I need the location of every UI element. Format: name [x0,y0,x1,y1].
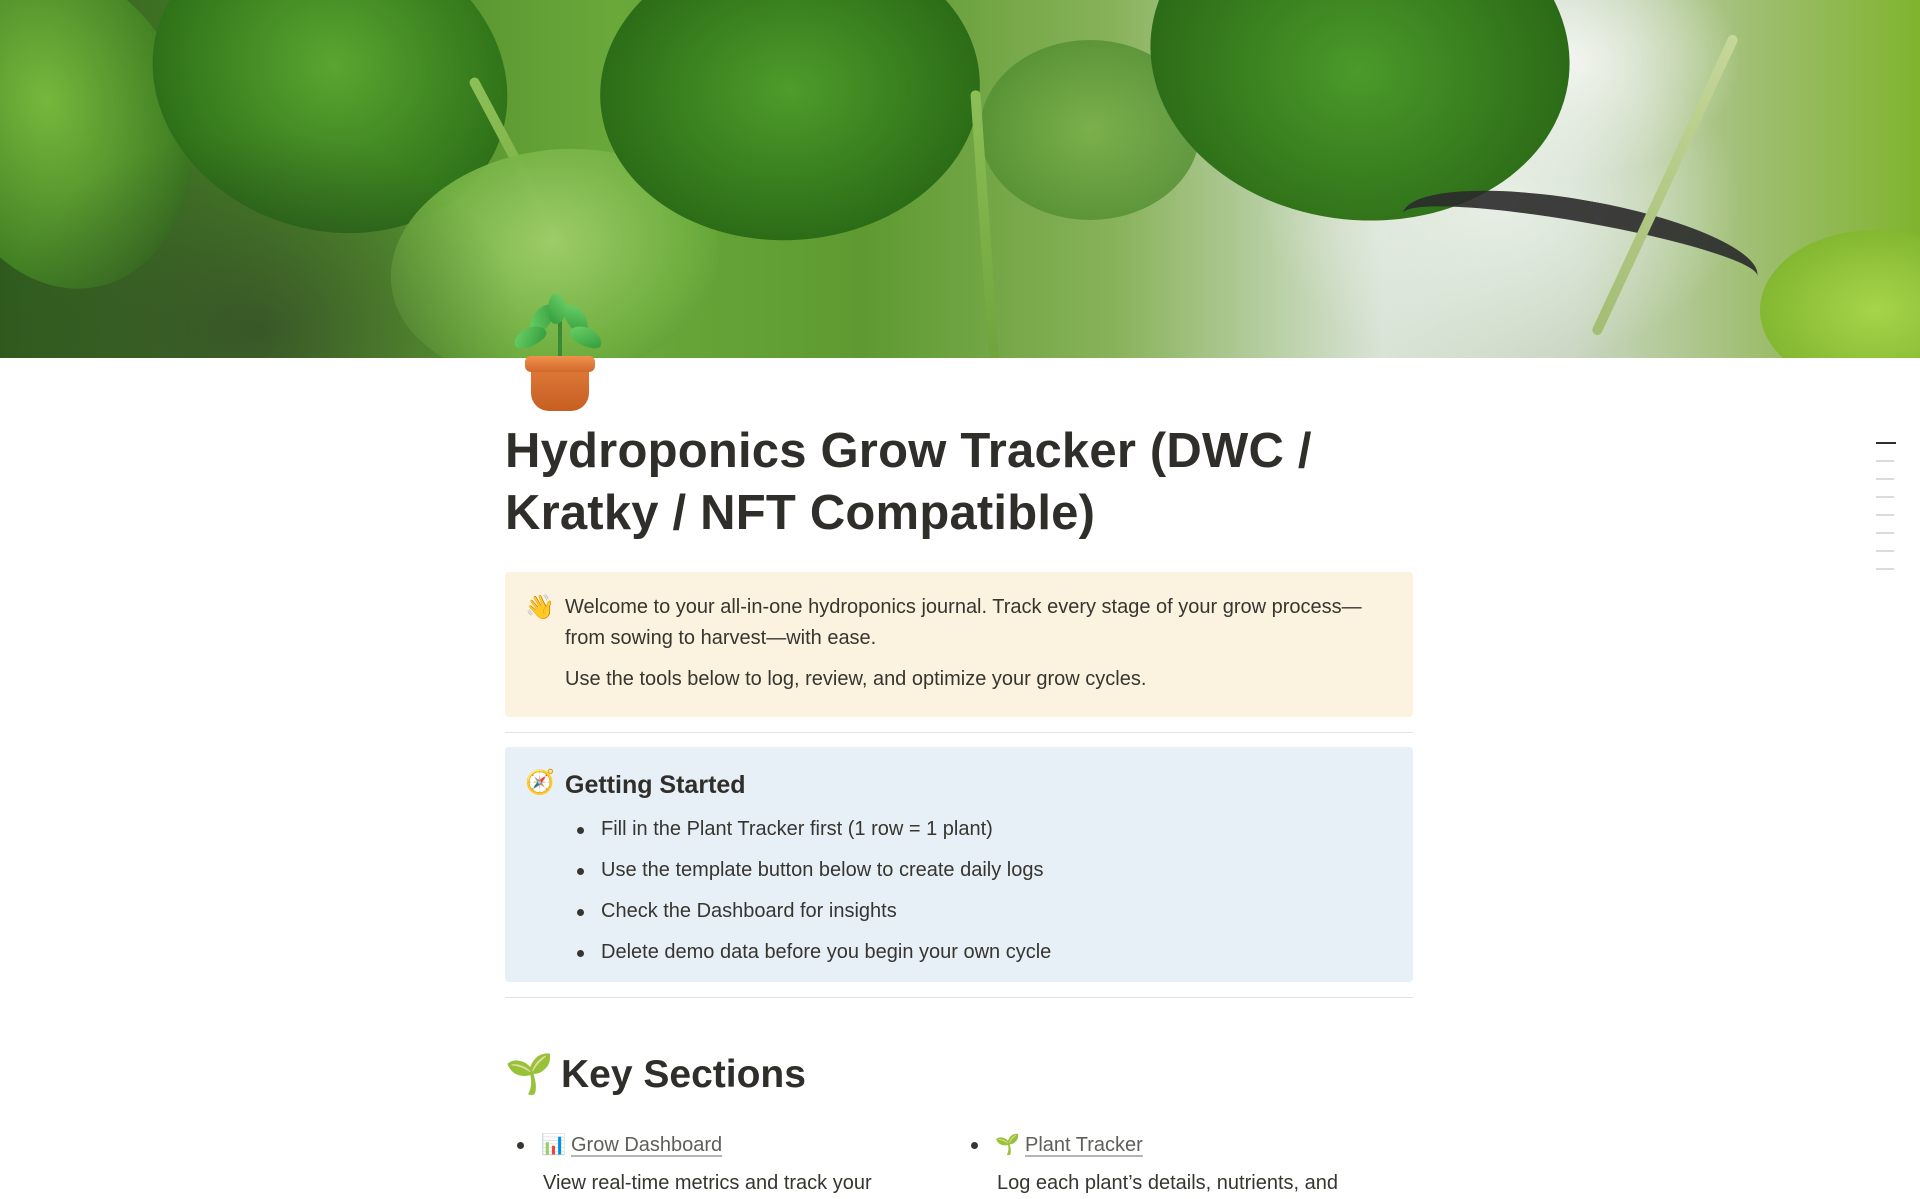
bullet [971,1142,978,1149]
toc-entry[interactable] [1876,442,1896,444]
seedling-icon: 🌱 [505,1053,554,1096]
sprout-leaf [548,294,566,324]
list-item [505,1130,959,1160]
pot-rim [525,356,595,372]
sprout-stem [558,320,562,360]
getting-started-list [565,809,1393,973]
seedling-icon: 🌱 [995,1134,1020,1156]
toc-entry[interactable] [1876,532,1894,534]
toc-entry[interactable] [1876,550,1894,552]
list-item: Delete demo data before you begin your own cycle [565,932,1393,973]
list-item: Check the Dashboard for insights [565,891,1393,932]
waving-hand-icon: 👋 [525,594,555,621]
key-section-description: View real-time metrics and track your [543,1172,872,1194]
page-content [505,420,1413,1198]
key-section-column [505,1130,959,1198]
key-sections-title: Key Sections [561,1053,806,1096]
divider [505,997,1413,998]
potted-plant-icon[interactable] [505,298,615,416]
getting-started-title: Getting Started [565,771,746,799]
list-item [959,1130,1413,1160]
welcome-line: Use the tools below to log, review, and optimize your grow cycles. [565,668,1147,690]
page-title[interactable]: Hydroponics Grow Tracker (DWC / Kratky / NFT Compatible) [505,424,1312,540]
cover-shade [0,0,1920,358]
divider [505,732,1413,733]
key-section-description: Log each plant’s details, nutrients, and [997,1172,1338,1194]
getting-started-callout[interactable] [505,747,1413,982]
list-item: Fill in the Plant Tracker first (1 row = 1 plant) [565,809,1393,850]
welcome-line: Welcome to your all-in-one hydroponics journal. Track every stage of your grow process—from sowing to harvest—with ease. [565,596,1362,649]
grow-dashboard-link[interactable]: Grow Dashboard [571,1134,723,1156]
list-item: Use the template button below to create daily logs [565,850,1393,891]
welcome-callout[interactable] [505,572,1413,717]
toc-entry[interactable] [1876,460,1894,462]
toc-entry[interactable] [1876,514,1894,516]
bar-chart-icon: 📊 [541,1134,566,1156]
getting-started-body [565,767,1393,962]
key-sections-heading [505,1050,1413,1100]
key-section-column [959,1130,1413,1198]
table-of-contents-minimap[interactable] [1876,442,1898,586]
welcome-callout-body [565,592,1393,697]
cover-image[interactable] [0,0,1920,358]
toc-entry[interactable] [1876,478,1894,480]
toc-entry[interactable] [1876,496,1894,498]
toc-entry[interactable] [1876,568,1894,570]
key-sections-columns [505,1130,1413,1198]
plant-tracker-link[interactable]: Plant Tracker [1025,1134,1143,1156]
compass-icon: 🧭 [525,769,555,796]
bullet [517,1142,524,1149]
